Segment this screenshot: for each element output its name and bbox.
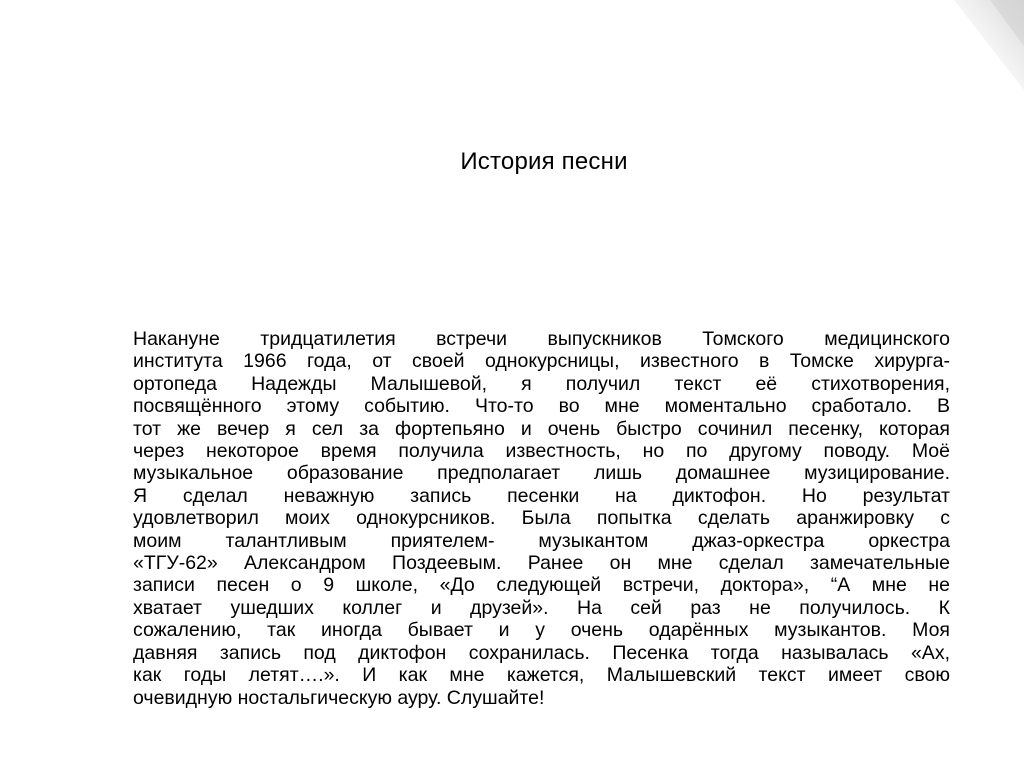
slide-title: История песни bbox=[460, 148, 628, 175]
paragraph-line: Накануне тридцатилетия встречи выпускников Томского медицинского bbox=[133, 328, 950, 350]
paragraph-line: давняя запись под диктофон сохранилась. Песенка тогда называлась «Ах, bbox=[133, 641, 950, 664]
paragraph-line: Я сделал неважную запись песенки на диктофон. Но результат bbox=[133, 484, 950, 507]
paragraph-line: записи песен о 9 школе, «До следующей встречи, доктора», “А мне не bbox=[133, 574, 950, 597]
paragraph-line: «ТГУ-62» Александром Поздеевым. Ранее он мне сделал замечательные bbox=[133, 552, 950, 575]
paragraph-line: моим талантливым приятелем- музыкантом джаз-оркестра оркестра bbox=[133, 529, 950, 552]
paragraph-line: музыкальное образование предполагает лишь домашнее музицирование. bbox=[133, 462, 950, 485]
paragraph-line: института 1966 года, от своей однокурсницы, известного в Томске хирурга- bbox=[133, 350, 950, 373]
story-paragraph bbox=[133, 328, 950, 709]
paragraph-line: посвящённого этому событию. Что-то во мне моментально сработало. В bbox=[133, 395, 950, 418]
page-corner-fold bbox=[990, 0, 1024, 46]
paragraph-line: сожалению, так иногда бывает и у очень одарённых музыкантов. Моя bbox=[133, 619, 950, 642]
paragraph-line: тот же вечер я сел за фортепьяно и очень быстро сочинил песенку, которая bbox=[133, 417, 950, 440]
paragraph-line: через некоторое время получила известность, но по другому поводу. Моё bbox=[133, 440, 950, 463]
paragraph-line: как годы летят….». И как мне кажется, Малышевский текст имеет свою bbox=[133, 664, 950, 687]
paragraph-line: удовлетворил моих однокурсников. Была попытка сделать аранжировку с bbox=[133, 507, 950, 530]
paragraph-line: очевидную ностальгическую ауру. Слушайте! bbox=[133, 686, 545, 709]
paragraph-line: хватает ушедших коллег и друзей». На сей раз не получилось. К bbox=[133, 596, 950, 619]
paragraph-line: ортопеда Надежды Малышевой, я получил текст её стихотворения, bbox=[133, 372, 950, 395]
